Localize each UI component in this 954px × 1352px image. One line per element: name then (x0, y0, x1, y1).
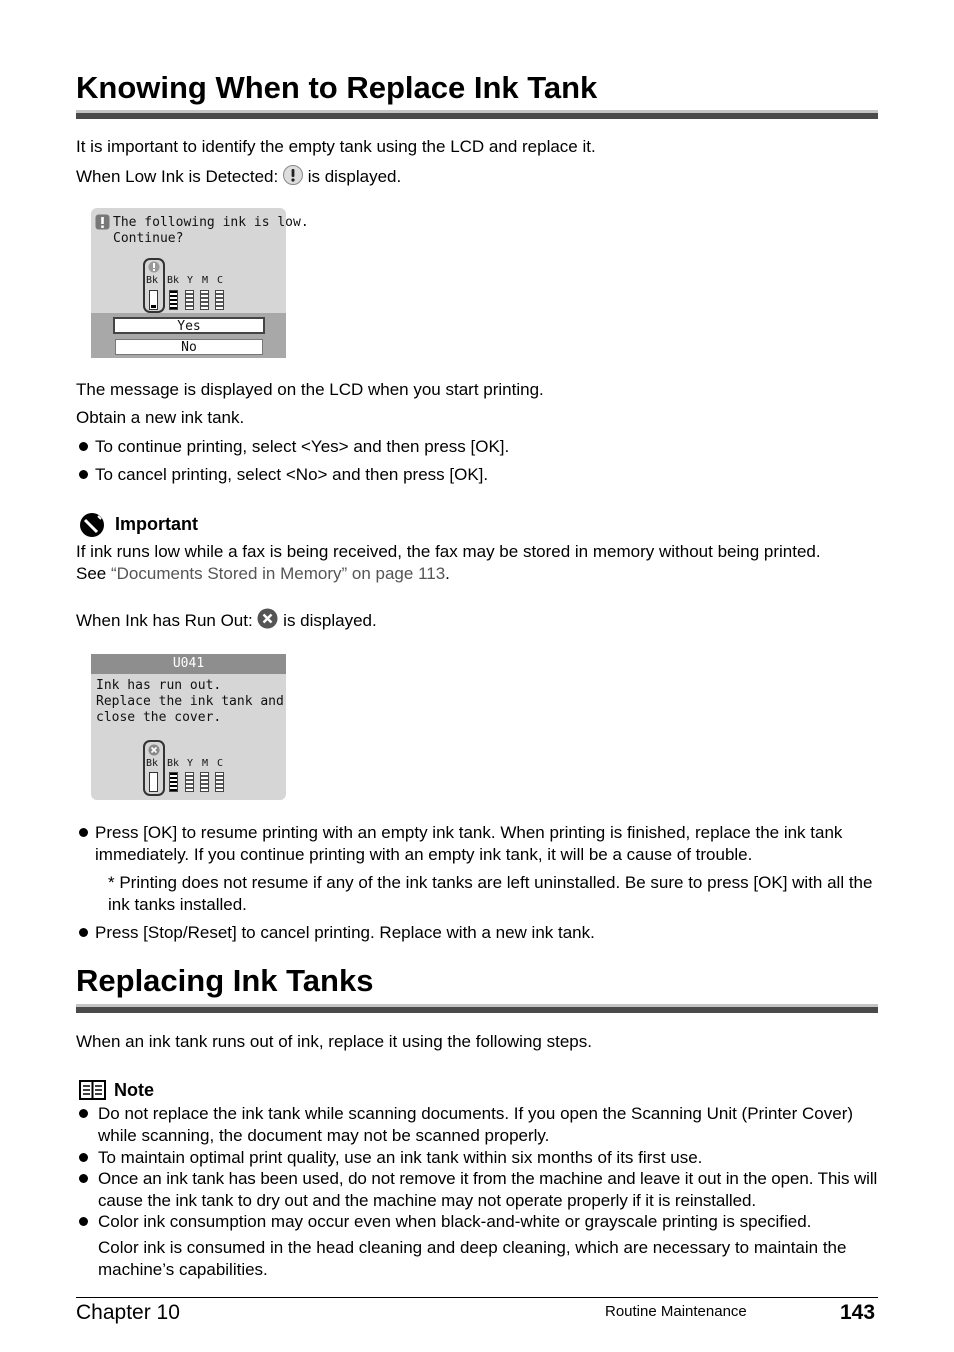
ink-tank-m (200, 290, 209, 310)
documents-stored-link[interactable]: “Documents Stored in Memory” on page 113 (110, 564, 446, 583)
low-ink-suffix: is displayed. (307, 167, 402, 186)
tank-label-m: M (202, 275, 209, 286)
footer-section: Routine Maintenance (605, 1303, 747, 1320)
error-code-header: U041 (91, 654, 286, 674)
ink-tank-c (215, 290, 224, 310)
footer-chapter: Chapter 10 (76, 1301, 180, 1324)
bullet-press-ok: Press [OK] to resume printing with an empty ink tank. When printing is finished, replace the ink tank immediately. If you continue printing with an empty ink tank, it will be a cause of trouble. (95, 823, 843, 864)
option-yes[interactable]: Yes (113, 317, 265, 334)
tank-label-c: C (217, 275, 224, 286)
run-out-line (76, 608, 377, 635)
ink-tank-indicator (143, 740, 233, 796)
option-no[interactable]: No (115, 339, 263, 355)
tank-label-bk2: Bk (167, 275, 180, 286)
tank-label-bk1: Bk (146, 275, 159, 286)
intro-text: It is important to identify the empty tank using the LCD and replace it. (76, 137, 596, 156)
lcd2-line2: Replace the ink tank and (96, 694, 284, 709)
run-out-prefix: When Ink has Run Out: (76, 611, 253, 630)
important-icon (79, 512, 105, 543)
bullet (79, 828, 88, 837)
section2-intro: When an ink tank runs out of ink, replace it using the following steps. (76, 1032, 592, 1051)
low-ink-line (76, 165, 401, 191)
bullet (79, 1174, 88, 1183)
bullet (79, 1153, 88, 1162)
note-item: Once an ink tank has been used, do not remove it from the machine and leave it out in the open. This will cause the ink tank to dry out and the machine may not operate properly if it is reinstalled. (98, 1169, 878, 1210)
ink-tank-y (185, 772, 194, 792)
exclamation-icon (283, 165, 303, 191)
ink-tank-y (185, 290, 194, 310)
tank-label-m: M (202, 758, 209, 769)
exclamation-icon (95, 214, 110, 234)
note-extra: Color ink is consumed in the head cleaning and deep cleaning, which are necessary to maintain the machine’s capabilities. (98, 1238, 847, 1279)
obtain-text: Obtain a new ink tank. (76, 408, 245, 427)
see-prefix: See (76, 564, 107, 583)
section-title-knowing-when: Knowing When to Replace Ink Tank (76, 70, 598, 105)
run-out-suffix: is displayed. (283, 611, 377, 630)
asterisk-note: * Printing does not resume if any of the ink tanks are left uninstalled. Be sure to press [OK] with all the ink tanks installed. (108, 873, 873, 914)
lcd1-line2: Continue? (113, 231, 184, 246)
see-reference (76, 563, 450, 585)
lcd2-line3: close the cover. (96, 710, 222, 725)
tank-label-y: Y (187, 758, 194, 769)
title-rule (76, 1004, 878, 1013)
ink-tank-c (215, 772, 224, 792)
title-rule (76, 110, 878, 119)
ink-tank-m (200, 772, 209, 792)
tank-label-bk1: Bk (146, 758, 159, 769)
lcd-low-ink-screen (91, 208, 309, 358)
bullet-stop-reset: Press [Stop/Reset] to cancel printing. Replace with a new ink tank. (95, 923, 595, 942)
note-label: Note (114, 1080, 154, 1100)
lcd-ink-out-screen (91, 654, 286, 800)
bullet (79, 1109, 88, 1118)
lcd2-line1: Ink has run out. (96, 678, 222, 693)
tank-label-bk2: Bk (167, 758, 180, 769)
tank-label-y: Y (187, 275, 194, 286)
note-item: To maintain optimal print quality, use an ink tank within six months of its first use. (98, 1148, 703, 1167)
footer-rule (76, 1297, 878, 1298)
important-text: If ink runs low while a fax is being received, the fax may be stored in memory without being printed. (76, 542, 821, 561)
section-title-replacing: Replacing Ink Tanks (76, 963, 374, 998)
bullet (79, 442, 88, 451)
bullet (79, 1217, 88, 1226)
lcd1-line1: The following ink is low. (113, 215, 309, 230)
ink-tank-bk (169, 772, 178, 792)
message-displayed-text: The message is displayed on the LCD when you start printing. (76, 380, 544, 399)
footer-page-number: 143 (840, 1301, 876, 1324)
x-circle-icon (257, 608, 278, 635)
note-item: Do not replace the ink tank while scanning documents. If you open the Scanning Unit (Printer Cover) while scanning, the document may not be scanned properly. (98, 1104, 854, 1145)
bullet (79, 928, 88, 937)
see-suffix: . (445, 564, 450, 583)
bullet-continue: To continue printing, select <Yes> and then press [OK]. (95, 437, 510, 456)
tank-label-c: C (217, 758, 224, 769)
important-label: Important (115, 514, 198, 534)
note-item: Color ink consumption may occur even when black-and-white or grayscale printing is specified. (98, 1212, 812, 1231)
ink-tank-indicator (143, 258, 233, 314)
ink-tank-bk (169, 290, 178, 310)
note-book-icon (79, 1080, 106, 1105)
low-ink-prefix: When Low Ink is Detected: (76, 167, 279, 186)
ink-tank-bk-low (149, 290, 158, 310)
bullet (79, 470, 88, 479)
bullet-cancel: To cancel printing, select <No> and then press [OK]. (95, 465, 489, 484)
ink-tank-bk-empty (149, 772, 158, 792)
